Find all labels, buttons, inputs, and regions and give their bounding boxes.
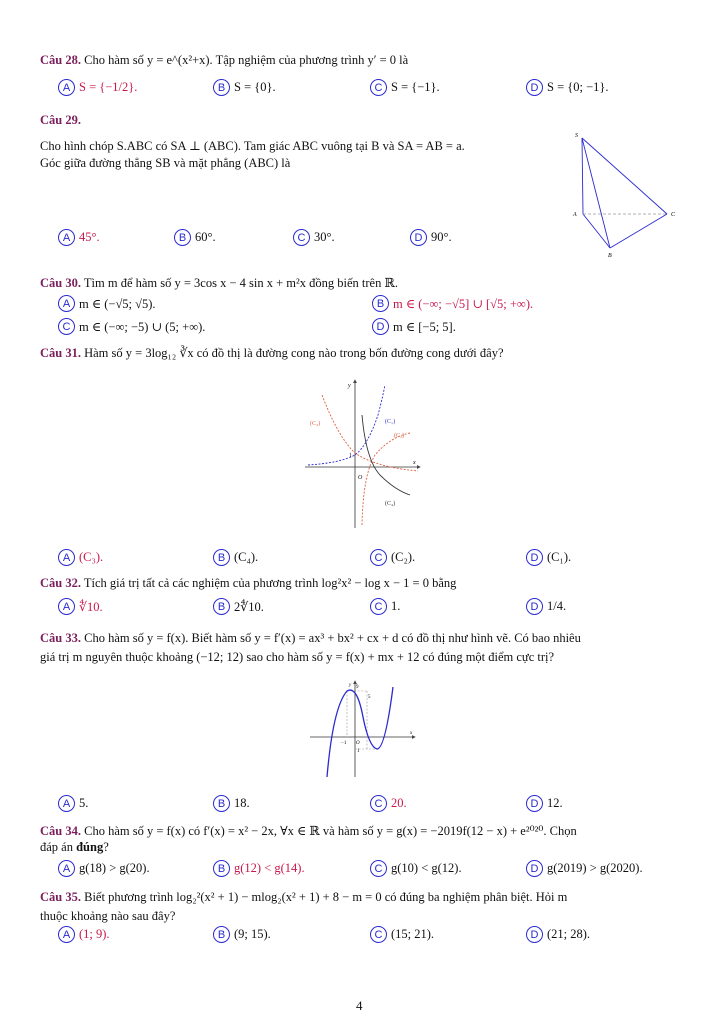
label-o: O (358, 475, 363, 481)
option-letter: A (58, 295, 75, 312)
q29-label: Câu 29. (40, 113, 81, 127)
option-letter: C (370, 795, 387, 812)
q34-option-a-text: g(18) > g(20). (79, 861, 150, 875)
option-letter: D (372, 318, 389, 335)
option-letter: A (58, 795, 75, 812)
q32-stem (40, 576, 456, 591)
q30-option-c-text: m ∈ (−∞; −5) ∪ (5; +∞). (79, 319, 206, 334)
q31-option-a[interactable] (58, 549, 103, 566)
q28-option-d-text: S = {0; −1}. (547, 80, 609, 94)
q28-stem (40, 53, 408, 68)
label-one: 1 (349, 453, 352, 459)
q28-text: Cho hàm số y = e^(x²+x). Tập nghiệm của phương trình y′ = 0 là (84, 53, 409, 67)
q35-line1: Biết phương trình log₂²(x² + 1) − mlog₂(x² + 1) + 8 − m = 0 có đúng ba nghiệm phân biệt. Hỏi m (84, 890, 568, 904)
q29-option-b-text: 60°. (195, 230, 216, 244)
q31-option-b[interactable] (213, 549, 258, 566)
q31-option-c[interactable] (370, 549, 415, 566)
q34-option-d-text: g(2019) > g(2020). (547, 861, 643, 875)
q31-option-c-text: (C₂). (391, 550, 416, 564)
q29-option-d[interactable] (410, 229, 452, 246)
q32-text: Tích giá trị tất cả các nghiệm của phương trình log²x² − log x − 1 = 0 bằng (83, 576, 457, 590)
q30-label: Câu 30. (40, 276, 81, 290)
q31-option-a-text: (C₃). (79, 550, 104, 564)
q35-label: Câu 35. (40, 890, 81, 904)
option-letter: B (213, 549, 230, 566)
q32-option-c[interactable] (370, 598, 400, 615)
option-letter: D (526, 549, 543, 566)
option-letter: A (58, 79, 75, 96)
q35-option-b[interactable] (213, 926, 271, 943)
option-letter: B (213, 598, 230, 615)
q33-option-a-text: 5. (79, 796, 89, 810)
q31-option-d[interactable] (526, 549, 571, 566)
option-letter: D (526, 598, 543, 615)
label-y: y (348, 383, 351, 389)
q35-option-c-text: (15; 21). (391, 927, 435, 941)
label-b: B (608, 253, 612, 259)
option-letter: D (526, 926, 543, 943)
q35-option-a-text: (1; 9). (79, 927, 110, 941)
q28-option-a-text: S = {−1/2}. (79, 80, 138, 94)
option-letter: C (370, 549, 387, 566)
q33-line1-wrap (40, 631, 581, 646)
option-letter: D (526, 79, 543, 96)
option-letter: C (370, 926, 387, 943)
q35-option-a[interactable] (58, 926, 110, 943)
option-letter: C (370, 860, 387, 877)
option-letter: B (213, 860, 230, 877)
q28-option-b-text: S = {0}. (234, 80, 276, 94)
q30-option-c[interactable] (58, 318, 205, 335)
log-curves-figure (300, 375, 425, 533)
q34-line2 (40, 840, 109, 855)
q30-option-b-text: m ∈ (−∞; −√5] ∪ [√5; +∞). (393, 296, 534, 311)
q30-option-a-text: m ∈ (−√5; √5). (79, 296, 156, 311)
q35-line1-wrap (40, 890, 567, 905)
option-letter: B (372, 295, 389, 312)
q34-line1-wrap (40, 823, 577, 839)
q34-line2a: đáp án (40, 840, 77, 854)
q34-option-c[interactable] (370, 860, 462, 877)
q34-option-b-text: g(12) < g(14). (234, 861, 305, 875)
q30-text: Tìm m để hàm số y = 3cos x − 4 sin x + m²x đồng biến trên ℝ. (83, 276, 398, 290)
q33-option-c-text: 20. (391, 796, 407, 810)
q35-option-b-text: (9; 15). (234, 927, 271, 941)
q34-line2c: ? (103, 840, 109, 854)
q35-option-d[interactable] (526, 926, 590, 943)
curve-c2 (362, 433, 410, 525)
option-letter: A (58, 549, 75, 566)
label-c2: (C₂) (394, 433, 405, 439)
label-o: O (356, 741, 360, 746)
q32-option-b[interactable] (213, 598, 264, 615)
label-x: x (410, 731, 413, 736)
label-c: C (671, 212, 676, 218)
q33-option-d[interactable] (526, 795, 563, 812)
q30-option-d-text: m ∈ [−5; 5]. (393, 319, 456, 334)
q34-line1: Cho hàm số y = f(x) có f′(x) = x² − 2x, ∀x ∈ ℝ và hàm số y = g(x) = −2019f(12 − x) + e²⁰²⁰. Chọn (84, 824, 577, 838)
q35-line2: thuộc khoảng nào sau đây? (40, 909, 176, 923)
q32-option-d-text: 1/4. (547, 599, 567, 613)
q32-option-a[interactable] (58, 598, 103, 615)
option-letter: A (58, 926, 75, 943)
q28-option-a[interactable] (58, 79, 137, 96)
q33-option-a[interactable] (58, 795, 88, 812)
option-letter: D (526, 795, 543, 812)
q34-line2b: đúng (76, 840, 104, 854)
label-s: S (575, 133, 578, 139)
q29-line1: Cho hình chóp S.ABC có SA ⊥ (ABC). Tam giác ABC vuông tại B và SA = AB = a. (40, 139, 465, 153)
q29-option-a[interactable] (58, 229, 100, 246)
q31-stem (40, 345, 504, 361)
q28-option-c-text: S = {−1}. (391, 80, 440, 94)
option-letter: C (293, 229, 310, 246)
pyramid-figure (565, 126, 685, 261)
edge-sa (582, 138, 583, 214)
label-nine: 9 (356, 685, 359, 690)
q30-stem (40, 275, 398, 291)
q30-option-a[interactable] (58, 295, 156, 312)
q29-line2: Góc giữa đường thẳng SB và mặt phẳng (ABC) là (40, 156, 291, 170)
q33-line2: giá trị m nguyên thuộc khoảng (−12; 12) sao cho hàm số y = f(x) + mx + 12 có đúng một điểm cực trị? (40, 650, 555, 664)
q30-option-b[interactable] (372, 295, 533, 312)
q28-option-c[interactable] (370, 79, 440, 96)
curve-fprime (327, 687, 393, 777)
q32-label: Câu 32. (40, 576, 81, 590)
cubic-derivative-figure (305, 677, 420, 779)
option-letter: B (213, 926, 230, 943)
option-letter: C (370, 79, 387, 96)
q32-option-a-text: ∜10. (79, 599, 103, 614)
edge-bc (610, 214, 667, 248)
option-letter: C (370, 598, 387, 615)
q29-option-d-text: 90°. (431, 230, 452, 244)
label-c3: (C₃) (310, 421, 321, 427)
label-minus1: −1 (341, 741, 347, 746)
curve-c4 (362, 415, 410, 495)
option-letter: B (174, 229, 191, 246)
q34-option-b[interactable] (213, 860, 305, 877)
label-a: A (573, 212, 577, 218)
q32-option-d[interactable] (526, 598, 566, 615)
option-letter: B (213, 795, 230, 812)
q32-option-b-text: 2∜10. (234, 599, 264, 614)
label-one: 1 (357, 749, 360, 754)
q33-line1: Cho hàm số y = f(x). Biết hàm số y = f′(x) = ax³ + bx² + cx + d có đồ thị như hình vẽ. Có bao nhiêu (84, 631, 581, 645)
option-letter: D (526, 860, 543, 877)
q35-option-c[interactable] (370, 926, 434, 943)
q28-option-d[interactable] (526, 79, 609, 96)
q34-option-a[interactable] (58, 860, 150, 877)
label-y: y (349, 683, 352, 688)
option-letter: A (58, 860, 75, 877)
edge-sb (582, 138, 610, 248)
option-letter: B (213, 79, 230, 96)
q34-label: Câu 34. (40, 824, 81, 838)
q29-option-c-text: 30°. (314, 230, 335, 244)
page-number: 4 (356, 998, 363, 1013)
q33-label: Câu 33. (40, 631, 81, 645)
q29-option-a-text: 45°. (79, 230, 100, 244)
q29-option-b[interactable] (174, 229, 216, 246)
option-letter: A (58, 598, 75, 615)
q31-option-d-text: (C₁). (547, 550, 572, 564)
q32-option-c-text: 1. (391, 599, 401, 613)
q31-text: Hàm số y = 3log₁₂ ∛x có đồ thị là đường cong nào trong bốn đường cong dưới đây? (84, 346, 504, 360)
option-letter: D (410, 229, 427, 246)
label-five: 5 (368, 695, 371, 700)
q34-option-d[interactable] (526, 860, 643, 877)
q31-label: Câu 31. (40, 346, 81, 360)
option-letter: C (58, 318, 75, 335)
option-letter: A (58, 229, 75, 246)
q29-option-c[interactable] (293, 229, 335, 246)
label-c4: (C₄) (385, 501, 396, 507)
q33-option-d-text: 12. (547, 796, 563, 810)
q35-option-d-text: (21; 28). (547, 927, 591, 941)
label-c1: (C₁) (385, 419, 396, 425)
q28-option-b[interactable] (213, 79, 276, 96)
q28-label: Câu 28. (40, 53, 81, 67)
q31-option-b-text: (C₄). (234, 550, 259, 564)
q30-option-d[interactable] (372, 318, 456, 335)
label-x: x (413, 460, 416, 466)
q34-option-c-text: g(10) < g(12). (391, 861, 462, 875)
edge-sc (582, 138, 667, 214)
q33-option-c[interactable] (370, 795, 407, 812)
q33-option-b[interactable] (213, 795, 250, 812)
q33-option-b-text: 18. (234, 796, 250, 810)
